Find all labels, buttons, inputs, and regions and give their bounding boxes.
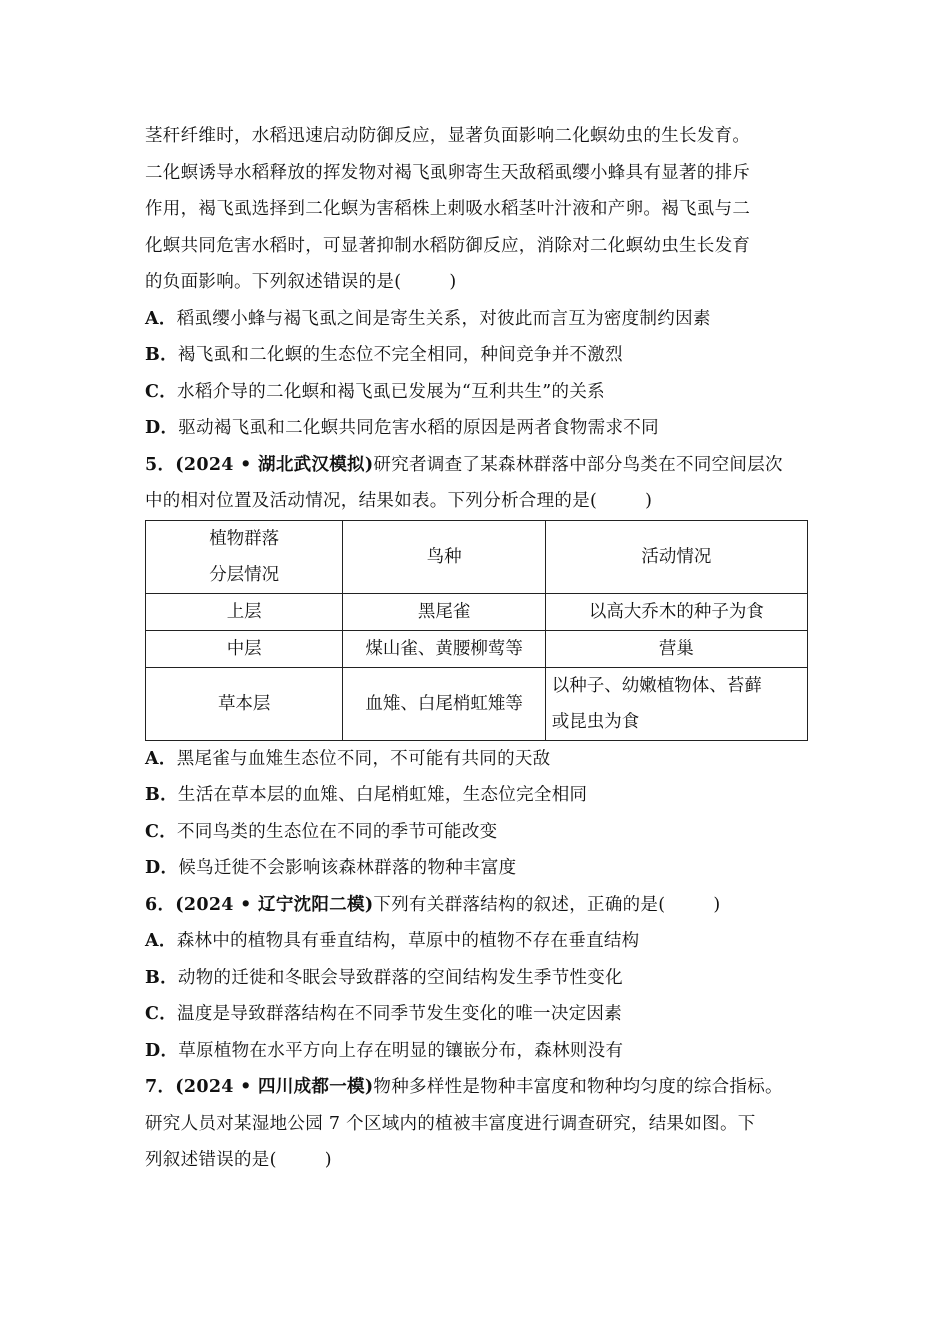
question-4-stem [145,118,810,301]
table-cell: 以高大乔木的种子为食 [545,593,807,630]
table-row [146,667,808,740]
stem-line: 的负面影响。下列叙述错误的是( ) [145,272,457,292]
option-c: C．水稻介导的二化螟和褐飞虱已发展为“互利共生”的关系 [145,381,605,402]
option-b: B．动物的迁徙和冬眠会导致群落的空间结构发生季节性变化 [145,967,623,988]
option-b: B．生活在草本层的血雉、白尾梢虹雉，生态位完全相同 [145,785,588,805]
bird-table [145,520,808,741]
question-7-line-3: 列叙述错误的是( ) [145,1150,332,1170]
table-cell: 黑尾雀 [343,593,545,630]
option-d: D．驱动褐飞虱和二化螟共同危害水稻的原因是两者食物需求不同 [145,418,659,438]
stem-line: 作用，褐飞虱选择到二化螟为害稻株上刺吸水稻茎叶汁液和产卵。褐飞虱与二 [145,199,751,219]
stem-line: 二化螟诱导水稻释放的挥发物对褐飞虱卵寄生天敌稻虱缨小蜂具有显著的排斥 [145,162,751,183]
table-cell: 草本层 [146,667,343,740]
question-5-line-2: 中的相对位置及活动情况，结果如表。下列分析合理的是( ) [145,491,653,511]
option-c: C．不同鸟类的生态位在不同的季节可能改变 [145,821,498,842]
table-header-cell: 活动情况 [545,520,807,593]
table-cell: 以种子、幼嫩植物体、苔藓 或昆虫为食 [545,667,807,740]
option-a: A．黑尾雀与血雉生态位不同，不可能有共同的天敌 [145,748,551,769]
table-cell: 上层 [146,593,343,630]
table-header-cell: 植物群落 分层情况 [146,520,343,593]
question-7-line-1: 7．(2024 • 四川成都一模)物种多样性是物种丰富度和物种均匀度的综合指标。 [145,1077,783,1097]
question-6-stem: 6．(2024 • 辽宁沈阳二模)下列有关群落结构的叙述，正确的是( ) [145,894,721,915]
table-row [146,593,808,630]
table-cell: 营巢 [545,630,807,667]
table-row [146,630,808,667]
question-7 [145,1069,810,1179]
table-cell: 中层 [146,630,343,667]
table-cell: 血雉、白尾梢虹雉等 [343,667,545,740]
question-4-options [145,301,810,447]
question-6 [145,887,810,1070]
question-5-line-1: 5．(2024 • 湖北武汉模拟)研究者调查了某森林群落中部分鸟类在不同空间层次 [145,454,783,475]
option-b: B．褐飞虱和二化螟的生态位不完全相同，种间竞争并不激烈 [145,345,623,365]
question-5 [145,447,810,887]
option-a: A．稻虱缨小蜂与褐飞虱之间是寄生关系，对彼此而言互为密度制约因素 [145,308,711,329]
stem-line: 化螟共同危害水稻时，可显著抑制水稻防御反应，消除对二化螟幼虫生长发育 [145,235,751,256]
option-d: D．候鸟迁徙不会影响该森林群落的物种丰富度 [145,858,517,878]
question-7-line-2: 研究人员对某湿地公园 7 个区域内的植被丰富度进行调查研究，结果如图。下 [145,1113,756,1134]
option-c: C．温度是导致群落结构在不同季节发生变化的唯一决定因素 [145,1004,623,1024]
table-cell: 煤山雀、黄腰柳莺等 [343,630,545,667]
option-a: A．森林中的植物具有垂直结构，草原中的植物不存在垂直结构 [145,931,640,951]
option-d: D．草原植物在水平方向上存在明显的镶嵌分布，森林则没有 [145,1040,624,1061]
document-page [145,118,810,1179]
stem-line: 茎秆纤维时，水稻迅速启动防御反应，显著负面影响二化螟幼虫的生长发育。 [145,126,751,146]
table-header-row [146,520,808,593]
table-header-cell: 鸟种 [343,520,545,593]
